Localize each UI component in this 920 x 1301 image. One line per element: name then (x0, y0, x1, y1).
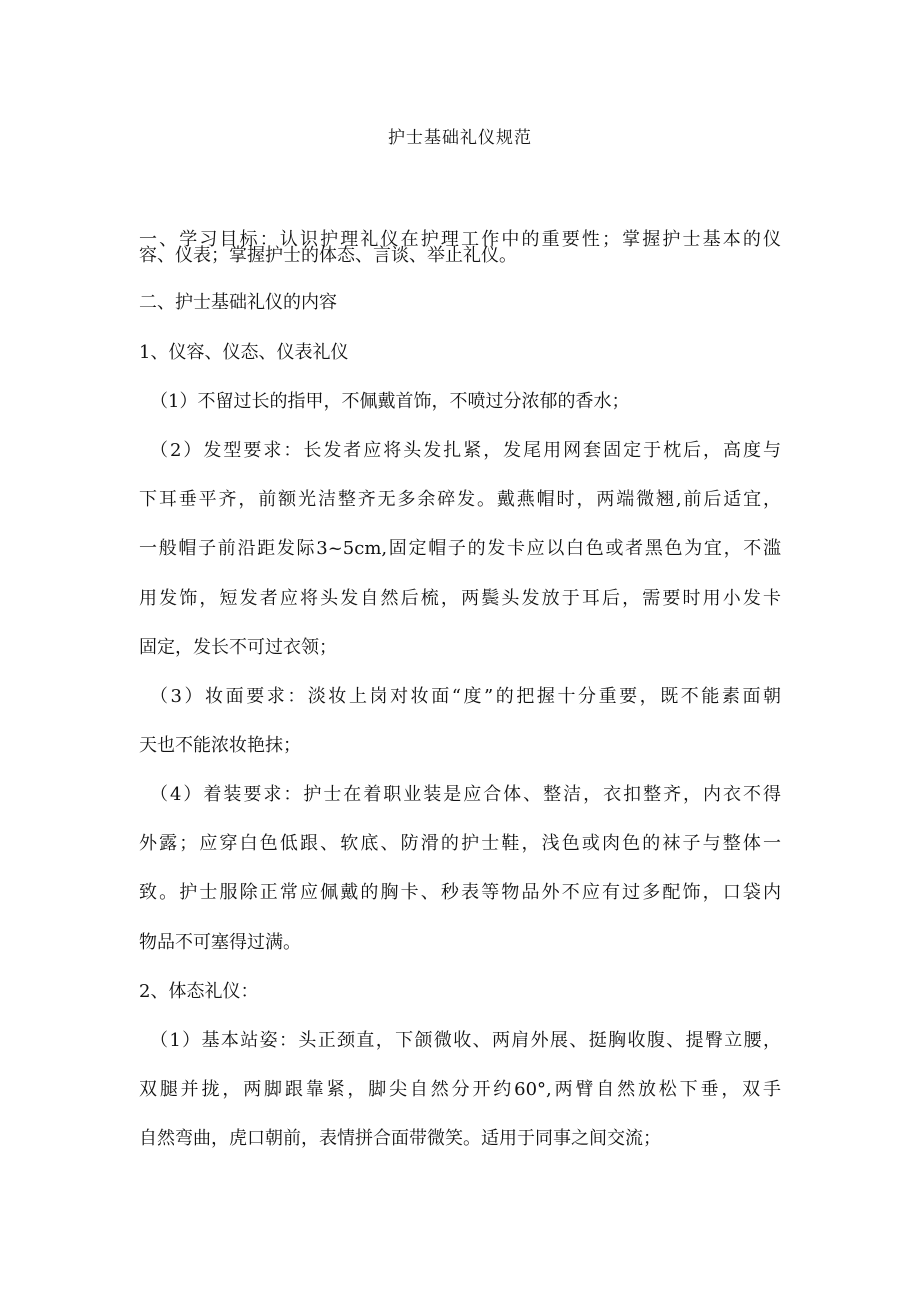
paragraph-line: （1）基本站姿：头正颈直，下颌微收、两肩外展、挺胸收腹、提臀立腰， (150, 1030, 781, 1051)
paragraph-line: （3）妆面要求：淡妆上岗对妆面“度”的把握十分重要，既不能素面朝 (150, 686, 781, 707)
paragraph-line: 一般帽子前沿距发际3~5cm,固定帽子的发卡应以白色或者黑色为宜，不滥 (139, 538, 781, 559)
paragraph-line: 双腿并拢，两脚跟靠紧，脚尖自然分开约60°,两臂自然放松下垂，双手 (139, 1079, 781, 1100)
paragraph-line: 容、仪表；掌握护士的体态、言谈、举止礼仪。 (139, 245, 517, 266)
paragraph-line: 物品不可塞得过满。 (139, 932, 301, 953)
section-heading: 二、护士基础礼仪的内容 (139, 292, 337, 313)
paragraph-line: 天也不能浓妆艳抹； (139, 735, 301, 756)
paragraph-line: 下耳垂平齐，前额光洁整齐无多余碎发。戴燕帽时，两端微翘,前后适宜， (139, 489, 781, 510)
document-title: 护士基础礼仪规范 (388, 128, 532, 148)
subsection-heading: 2、体态礼仪： (139, 981, 259, 1002)
paragraph-line: 用发饰，短发者应将头发自然后梳，两鬓头发放于耳后，需要时用小发卡 (139, 588, 781, 609)
paragraph-line: （2）发型要求：长发者应将头发扎紧，发尾用网套固定于枕后，高度与 (150, 440, 781, 461)
paragraph-line: 致。护士服除正常应佩戴的胸卡、秒表等物品外不应有过多配饰，口袋内 (139, 882, 781, 903)
subsection-heading: 1、仪容、仪态、仪表礼仪 (139, 342, 349, 363)
paragraph-line: 固定，发长不可过衣领； (139, 637, 337, 658)
paragraph-line: 外露；应穿白色低跟、软底、防滑的护士鞋，浅色或肉色的袜子与整体一 (139, 833, 781, 854)
paragraph-line: （1）不留过长的指甲，不佩戴首饰，不喷过分浓郁的香水； (150, 391, 630, 412)
paragraph-line: 一、学习目标：认识护理礼仪在护理工作中的重要性；掌握护士基本的仪 (139, 229, 781, 250)
paragraph-line: 自然弯曲，虎口朝前，表情拼合面带微笑。适用于同事之间交流； (139, 1128, 661, 1149)
paragraph-line: （4）着装要求：护士在着职业装是应合体、整洁，衣扣整齐，内衣不得 (150, 784, 781, 805)
